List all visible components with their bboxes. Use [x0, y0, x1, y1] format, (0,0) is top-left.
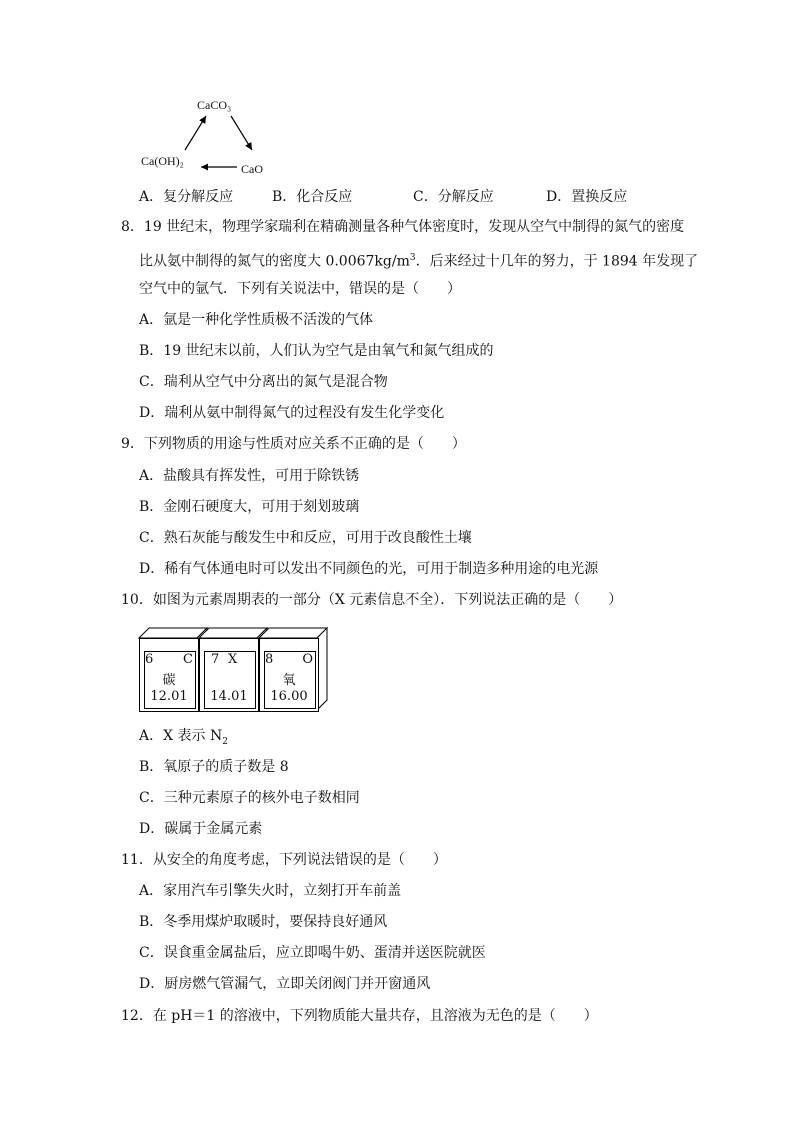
- q7-options: [139, 186, 659, 206]
- q11-option-c: C．误食重金属盐后，应立即喝牛奶、蛋清并送医院就医: [139, 945, 486, 961]
- element-box-oxygen: [259, 628, 317, 710]
- q7-option-a: A．复分解反应: [139, 189, 234, 205]
- q9-option-c: C．熟石灰能与酸发生中和反应，可用于改良酸性土壤: [139, 530, 472, 546]
- q9-option-d: D．稀有气体通电时可以发出不同颜色的光，可用于制造多种用途的电光源: [139, 561, 599, 577]
- q9-option-a: A．盐酸具有挥发性，可用于除铁锈: [139, 468, 360, 484]
- element-mass: 16.00: [270, 689, 308, 704]
- element-mass: 14.01: [210, 689, 248, 704]
- q8-option-a: A．氩是一种化学性质极不活泼的气体: [139, 312, 374, 328]
- q8-line2-post: ．后来经过十几年的努力，于 1894 年发现了: [415, 253, 699, 270]
- q8-line2-pre: 比从氨中制得的氮气的密度大 0.0067kg/m: [139, 253, 410, 270]
- q10-option-a-sub: 2: [222, 736, 228, 747]
- q11-option-a: A．家用汽车引擎失火时，立刻打开车前盖: [139, 883, 402, 899]
- q12-stem: 12．在 pH＝1 的溶液中，下列物质能大量共存，且溶液为无色的是（ ）: [121, 1008, 598, 1024]
- element-name: 氧: [282, 673, 296, 688]
- q11-stem: 11．从安全的角度考虑，下列说法错误的是（ ）: [121, 852, 447, 868]
- diagram-label-caco3: CaCO₃: [197, 98, 232, 112]
- element-box-carbon: [139, 628, 197, 710]
- q7-option-c: C．分解反应: [413, 189, 494, 205]
- diagram-label-caoh2: Ca(OH)₂: [141, 154, 184, 168]
- q10-option-a-pre: A．X 表示 N: [139, 728, 223, 744]
- element-number: 8: [265, 652, 274, 667]
- q10-option-a: [139, 726, 228, 752]
- q10-option-d: D．碳属于金属元素: [139, 821, 263, 837]
- element-name: 碳: [162, 673, 176, 688]
- q8-line2-sup: 3: [409, 253, 416, 263]
- q9-option-b: B．金刚石硬度大，可用于刻划玻璃: [139, 499, 360, 515]
- q7-option-b: B．化合反应: [272, 189, 353, 205]
- element-mass: 12.01: [150, 689, 188, 704]
- q10-stem: 10．如图为元素周期表的一部分（X 元素信息不全）．下列说法正确的是（ ）: [121, 592, 623, 608]
- element-symbol: X: [228, 652, 238, 667]
- element-box-face: [259, 638, 319, 712]
- q11-option-d: D．厨房燃气管漏气，立即关闭阀门并开窗通风: [139, 976, 431, 992]
- cycle-arrows: [135, 92, 275, 182]
- periodic-table-excerpt: [138, 626, 338, 716]
- element-number: 7: [211, 652, 220, 667]
- q8-option-d: D．瑞利从氨中制得氮气的过程没有发生化学变化: [139, 405, 445, 421]
- cycle-diagram: [135, 92, 275, 182]
- element-box-face: [139, 638, 199, 712]
- q8-stem-line3: 空气中的氩气．下列有关说法中，错误的是（ ）: [139, 281, 461, 297]
- q11-option-b: B．冬季用煤炉取暖时，要保持良好通风: [139, 914, 388, 930]
- q10-option-b: B．氧原子的质子数是 8: [139, 759, 289, 775]
- element-box-face: [199, 638, 259, 712]
- element-number: 6: [145, 652, 154, 667]
- q8-option-b: B．19 世纪末以前，人们认为空气是由氧气和氮气组成的: [139, 343, 494, 359]
- q8-stem-line1: 8．19 世纪末，物理学家瑞利在精确测量各种气体密度时，发现从空气中制得的氮气的密度: [121, 219, 685, 235]
- diagram-label-cao: CaO: [241, 162, 263, 176]
- q7-option-d: D．置换反应: [546, 189, 628, 205]
- q8-option-c: C．瑞利从空气中分离出的氮气是混合物: [139, 374, 388, 390]
- q9-stem: 9．下列物质的用途与性质对应关系不正确的是（ ）: [121, 436, 466, 452]
- element-box-x: [199, 628, 257, 710]
- q10-option-c: C．三种元素原子的核外电子数相同: [139, 790, 360, 806]
- element-symbol: C: [183, 652, 193, 667]
- q8-stem-line2: [139, 248, 698, 272]
- element-symbol: O: [302, 652, 313, 667]
